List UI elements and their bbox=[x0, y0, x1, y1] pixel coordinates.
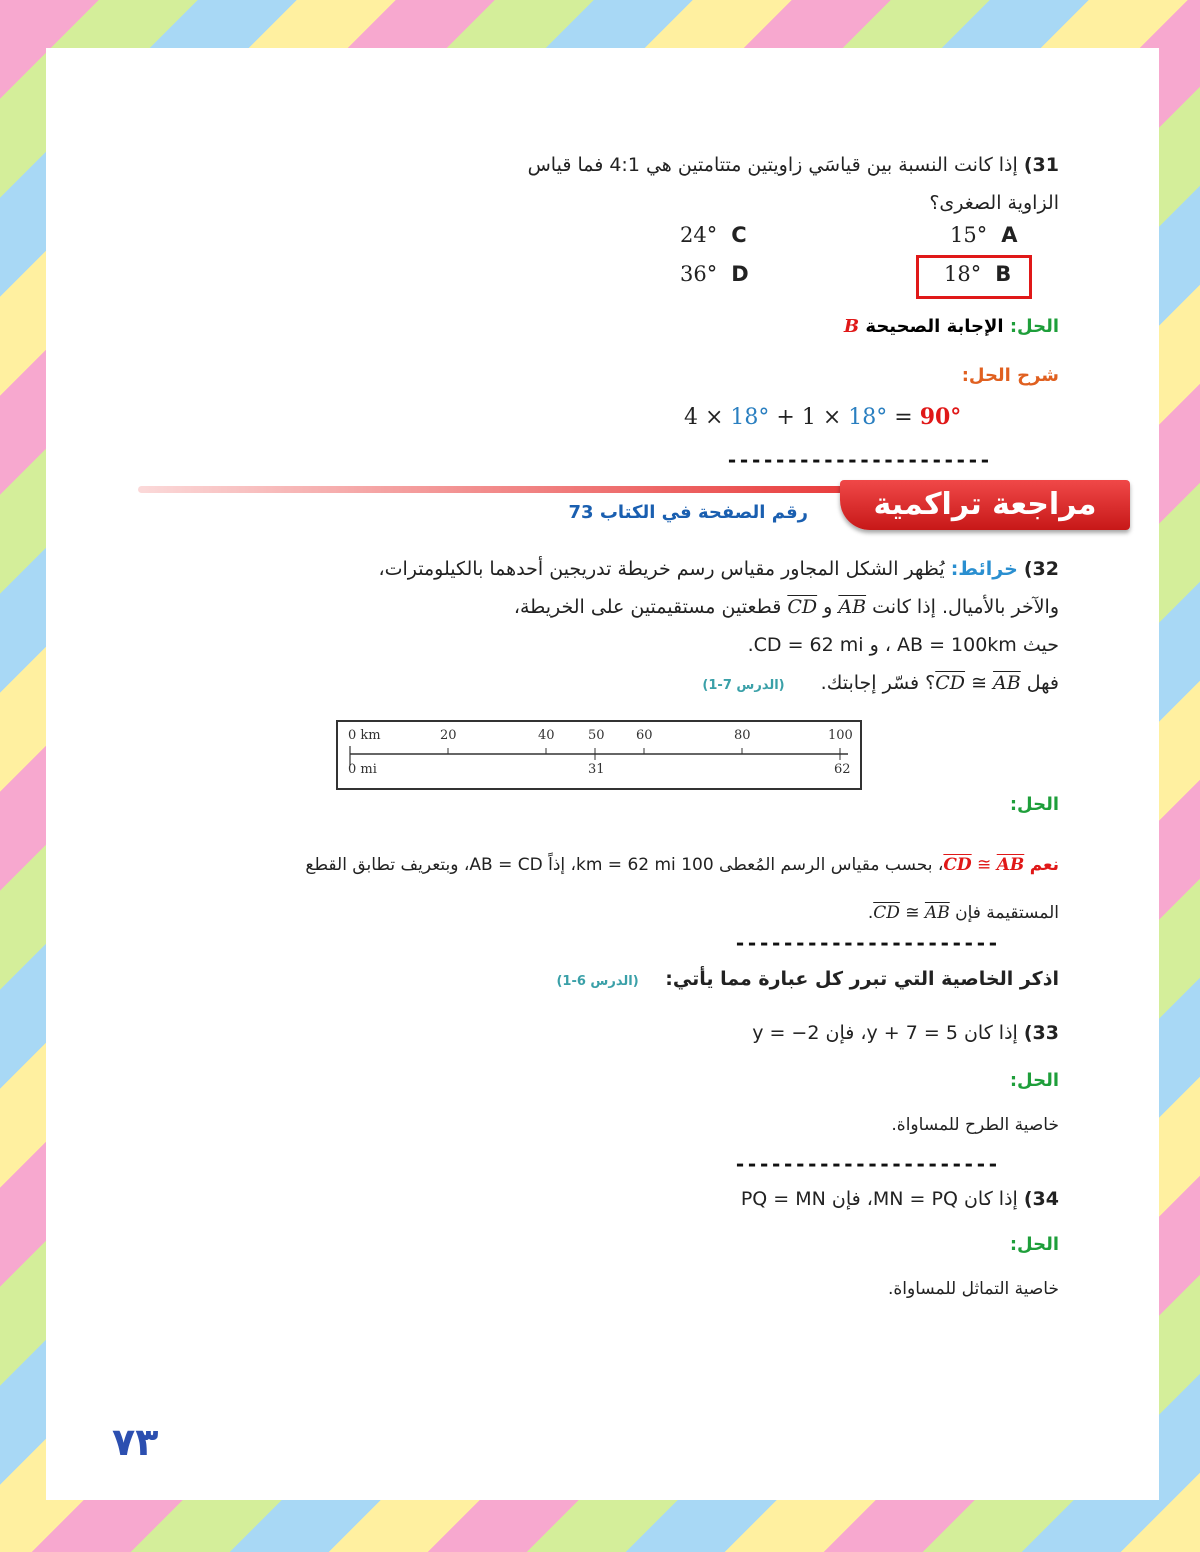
q32-answer: نعم CD ≅ AB، بحسب مقياس الرسم المُعطى 100 km = 62 mi، إذاً AB = CD، وبتعريف تطابق القطع المستقيمة فإن CD ≅ AB. bbox=[305, 855, 1059, 923]
lesson-ref: (الدرس 6-1) bbox=[556, 974, 639, 989]
question-31 bbox=[439, 146, 1059, 222]
cumulative-review-banner bbox=[138, 480, 1138, 540]
correct-letter: B bbox=[843, 316, 860, 337]
banner-title: مراجعة تراكمية bbox=[840, 480, 1130, 530]
page-number: ٧٣ bbox=[112, 1420, 159, 1464]
q34-solution-label: الحل: bbox=[1009, 1234, 1059, 1255]
mi-labels: 0 mi 31 62 bbox=[348, 762, 851, 777]
question-text-line2: الزاوية الصغرى؟ bbox=[929, 192, 1059, 214]
explanation-equation: 4 × 18° + 1 × 18° = 90° bbox=[684, 404, 962, 430]
question-33: 33) إذا كان y + 7 = 5، فإن y = −2 bbox=[752, 1022, 1059, 1044]
question-number: 32) bbox=[1023, 558, 1059, 580]
question-line3: حيث AB = 100km ، و CD = 62 mi. bbox=[747, 634, 1059, 656]
separator: ---------------------- bbox=[726, 448, 991, 472]
q33-solution-label: الحل: bbox=[1009, 1070, 1059, 1091]
question-34: 34) إذا كان MN = PQ، فإن PQ = MN bbox=[740, 1188, 1059, 1210]
q34-answer: خاصية التماثل للمساواة. bbox=[887, 1279, 1059, 1299]
solution-label: الحل: bbox=[1009, 316, 1059, 337]
section-prompt: اذكر الخاصية التي تبرر كل عبارة مما يأتي: (الدرس 6-1) bbox=[556, 968, 1059, 990]
q31-solution bbox=[844, 316, 1059, 337]
question-line1: يُظهر الشكل المجاور مقياس رسم خريطة تدريجين أحدهما بالكيلومترات، bbox=[378, 558, 945, 580]
question-number: 31) bbox=[1023, 154, 1059, 176]
topic-label: خرائط: bbox=[950, 558, 1018, 580]
choice-a: 15° A bbox=[950, 223, 1018, 247]
map-scale-figure bbox=[336, 720, 862, 790]
km-labels: 0 km 20 40 50 60 80 100 bbox=[348, 728, 853, 743]
separator: ---------------------- bbox=[734, 931, 999, 955]
choice-c: 24° C bbox=[680, 223, 747, 247]
question-32: 32) خرائط: يُظهر الشكل المجاور مقياس رسم خريطة تدريجين أحدهما بالكيلومترات، والآخر بالأميال. إذا كانت AB و CD قطعتين مستقيمتين على الخريطة، حيث AB = 100km ، و CD = 62 mi. فهل CD ≅ AB؟ فسّر إجابتك. (الدرس 7-1) bbox=[239, 550, 1059, 705]
explanation-label: شرح الحل: bbox=[961, 365, 1059, 386]
question-text: إذا كانت النسبة بين قياسَي زاويتين متتامتين هي 4:1 فما قياس bbox=[527, 154, 1018, 176]
solution-text: الإجابة الصحيحة bbox=[865, 316, 1004, 337]
lesson-ref: (الدرس 7-1) bbox=[702, 678, 785, 693]
banner-line bbox=[138, 486, 858, 493]
q33-answer: خاصية الطرح للمساواة. bbox=[891, 1115, 1059, 1135]
book-page-ref: رقم الصفحة في الكتاب 73 bbox=[568, 502, 808, 523]
page-sheet bbox=[46, 48, 1159, 1500]
choice-d: 36° D bbox=[680, 262, 749, 286]
separator: ---------------------- bbox=[734, 1152, 999, 1176]
choice-b: 18° B bbox=[944, 262, 1012, 286]
q32-solution-label: الحل: bbox=[1009, 794, 1059, 815]
